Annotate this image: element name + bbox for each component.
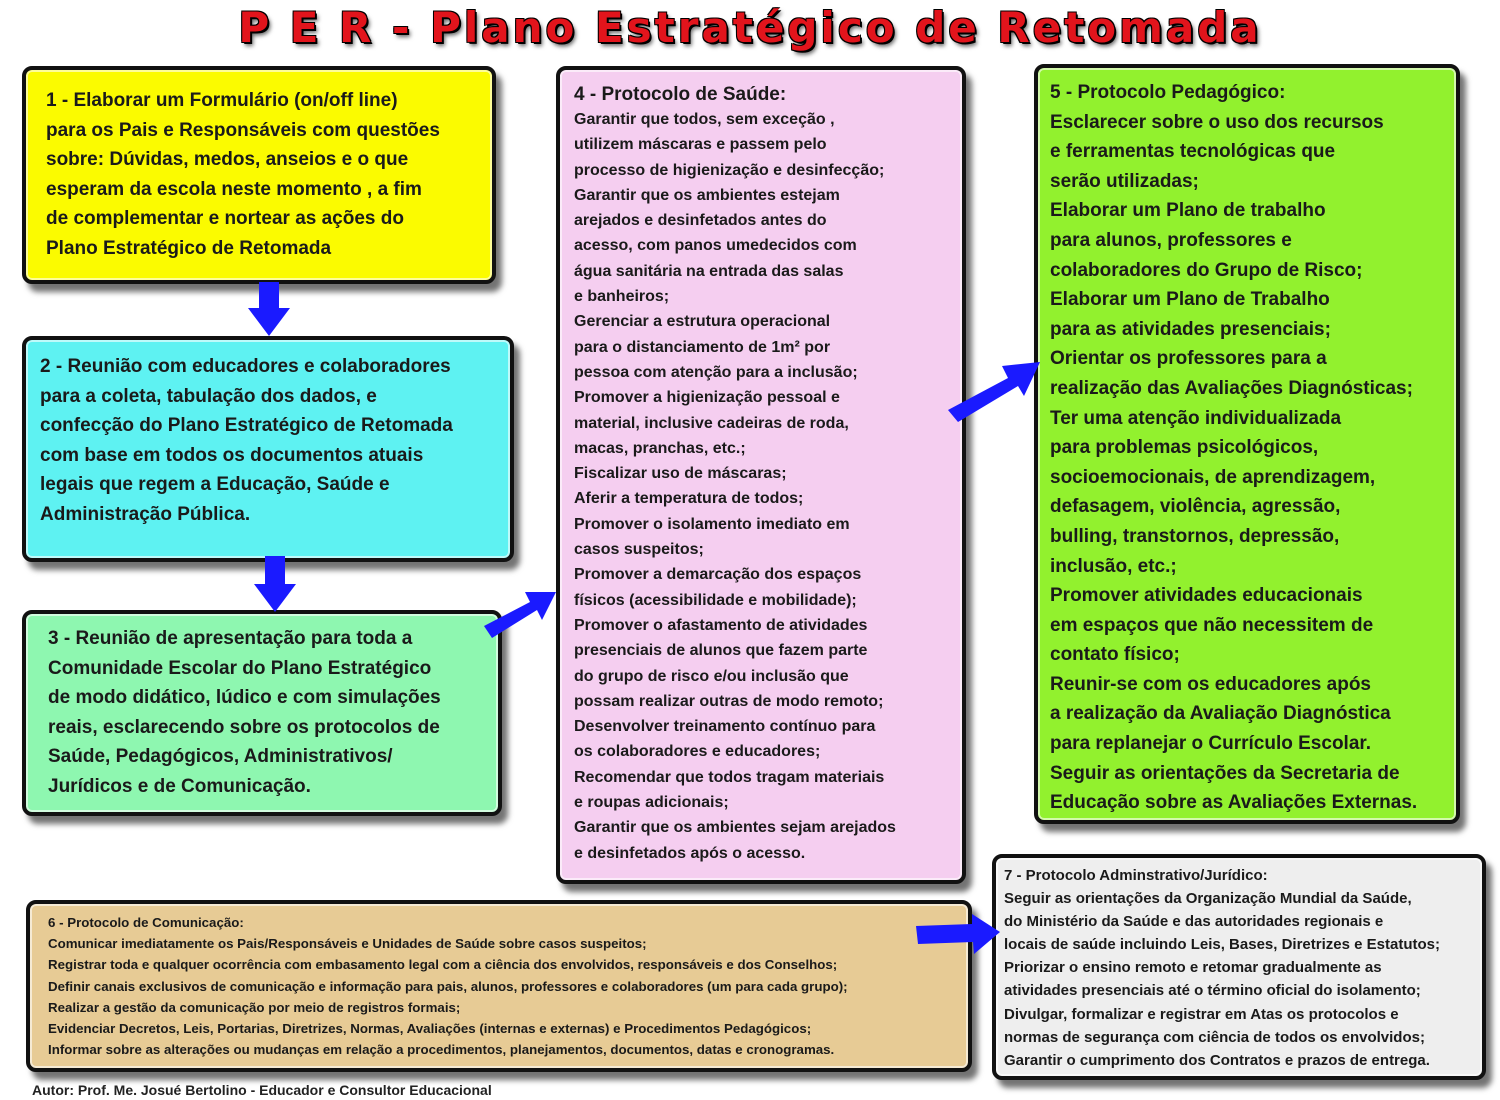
step-2-line: com base em todos os documentos atuais xyxy=(40,444,424,466)
right-arrow-icon xyxy=(916,914,1000,954)
health-protocol-box xyxy=(556,66,966,884)
protocol-line: e ferramentas tecnológicas que xyxy=(1050,141,1336,163)
pedagogical-protocol-box xyxy=(1034,64,1460,824)
step-2-line: legais que regem a Educação, Saúde e xyxy=(40,474,390,496)
step-1-line: sobre: Dúvidas, medos, anseios e o que xyxy=(46,149,409,171)
protocol-line: Comunicar imediatamente os Pais/Responsáveis e Unidades de Saúde sobre casos suspeitos; xyxy=(48,936,647,952)
step-3-line: de modo didático, lúdico e com simulações xyxy=(48,687,441,709)
protocol-line: Promover o isolamento imediato em xyxy=(574,515,850,533)
protocol-line: inclusão, etc.; xyxy=(1050,555,1177,577)
protocol-line: Aferir a temperatura de todos; xyxy=(574,490,804,508)
protocol-line: bulling, transtornos, depressão, xyxy=(1050,525,1340,547)
step-1-line: esperam da escola neste momento , a fim xyxy=(46,178,422,200)
protocol-line: Ter uma atenção individualizada xyxy=(1050,407,1342,429)
protocol-line: Garantir que todos, sem exceção , xyxy=(574,111,835,128)
protocol-line: normas de segurança com ciência de todos os envolvidos; xyxy=(1004,1028,1425,1046)
page-title: P E R - Plano Estratégico de Retomada xyxy=(238,3,1262,52)
protocol-line: Reunir-se com os educadores após xyxy=(1050,673,1371,695)
protocol-line: contato físico; xyxy=(1050,644,1180,666)
step-2-line: para a coleta, tabulação dos dados, e xyxy=(40,385,377,407)
diagonal-arrow-icon xyxy=(946,358,1042,428)
step-2-line: confecção do Plano Estratégico de Retomada xyxy=(40,415,453,437)
protocol-line: para replanejar o Currículo Escolar. xyxy=(1050,733,1372,755)
protocol-line: os colaboradores e educadores; xyxy=(574,743,821,761)
step-3-line: reais, esclarecendo sobre os protocolos de xyxy=(48,716,440,738)
protocol-line: Promover atividades educacionais xyxy=(1050,585,1363,607)
health-protocol-lines xyxy=(574,107,962,866)
protocol-line: defasagem, violência, agressão, xyxy=(1050,496,1341,518)
step-2-line: Administração Pública. xyxy=(40,503,251,525)
protocol-line: para problemas psicológicos, xyxy=(1050,437,1319,459)
protocol-line: Registrar toda e qualquer ocorrência com embasamento legal com a ciência dos envolvidos, responsáveis e dos Conselhos; xyxy=(48,957,838,973)
step-3-line: 3 - Reunião de apresentação para toda a xyxy=(48,628,413,649)
down-arrow-icon xyxy=(248,282,290,336)
protocol-line: para alunos, professores e xyxy=(1050,229,1292,251)
protocol-line: Esclarecer sobre o uso dos recursos xyxy=(1050,111,1384,133)
protocol-line: locais de saúde incluindo Leis, Bases, Diretrizes e Estatutos; xyxy=(1004,936,1440,954)
protocol-line: Educação sobre as Avaliações Externas. xyxy=(1050,792,1418,814)
protocol-line: processo de higienização e desinfecção; xyxy=(574,161,885,179)
legal-protocol-box xyxy=(992,854,1486,1080)
step-1-line: para os Pais e Responsáveis com questões xyxy=(46,119,440,141)
protocol-line: Orientar os professores para a xyxy=(1050,348,1327,370)
protocol-line: Desenvolver treinamento contínuo para xyxy=(574,718,876,736)
protocol-line: casos suspeitos; xyxy=(574,541,704,559)
protocol-line: possam realizar outras de modo remoto; xyxy=(574,692,884,710)
down-arrow-icon xyxy=(254,556,296,612)
protocol-line: Seguir as orientações da Secretaria de xyxy=(1050,762,1400,784)
protocol-line: físicos (acessibilidade e mobilidade); xyxy=(574,591,857,609)
protocol-line: colaboradores do Grupo de Risco; xyxy=(1050,259,1363,281)
diagonal-arrow-icon xyxy=(482,588,558,640)
protocol-line: material, inclusive cadeiras de roda, xyxy=(574,414,849,432)
protocol-line: e banheiros; xyxy=(574,288,670,306)
protocol-line: Divulgar, formalizar e registrar em Atas os protocolos e xyxy=(1004,1005,1399,1023)
legal-protocol-lines xyxy=(1004,887,1482,1072)
protocol-line: atividades presenciais até o término oficial do isolamento; xyxy=(1004,982,1421,1000)
protocol-line: água sanitária na entrada das salas xyxy=(574,262,844,280)
protocol-line: em espaços que não necessitem de xyxy=(1050,614,1374,636)
step-1-line: Plano Estratégico de Retomada xyxy=(46,237,332,259)
protocol-line: Informar sobre as alterações ou mudanças em relação a procedimentos, planejamentos, documentos, datas e cronogramas. xyxy=(48,1042,835,1058)
protocol-line: Realizar a gestão da comunicação por meio de registros formais; xyxy=(48,999,461,1015)
pedagogical-protocol-lines xyxy=(1050,108,1456,818)
protocol-line: e roupas adicionais; xyxy=(574,794,729,812)
legal-protocol-heading: 7 - Protocolo Adminstrativo/Jurídico: xyxy=(1004,867,1268,884)
step-2-line: 2 - Reunião com educadores e colaboradores xyxy=(40,356,451,377)
communication-protocol-heading: 6 - Protocolo de Comunicação: xyxy=(48,915,244,930)
protocol-line: Promover o afastamento de atividades xyxy=(574,616,868,634)
step-3-line: Jurídicos e de Comunicação. xyxy=(48,775,311,797)
protocol-line: Garantir o cumprimento dos Contratos e prazos de entrega. xyxy=(1004,1051,1430,1069)
protocol-line: Evidenciar Decretos, Leis, Portarias, Diretrizes, Normas, Avaliações (internas e externas) e Procedimentos Pedagógicos; xyxy=(48,1021,812,1037)
protocol-line: Recomendar que todos tragam materiais xyxy=(574,768,885,786)
protocol-line: acesso, com panos umedecidos com xyxy=(574,237,857,255)
step-1-box xyxy=(22,66,496,284)
protocol-line: Gerenciar a estrutura operacional xyxy=(574,313,831,331)
protocol-line: pessoa com atenção para a inclusão; xyxy=(574,363,858,381)
step-1-line: de complementar e nortear as ações do xyxy=(46,208,404,230)
protocol-line: realização das Avaliações Diagnósticas; xyxy=(1050,377,1413,399)
protocol-line: para as atividades presenciais; xyxy=(1050,318,1331,340)
protocol-line: do Ministério da Saúde e das autoridades regionais e xyxy=(1004,913,1384,931)
protocol-line: Fiscalizar uso de máscaras; xyxy=(574,465,787,483)
protocol-line: para o distanciamento de 1m² por xyxy=(574,338,831,356)
protocol-line: presenciais de alunos que fazem parte xyxy=(574,642,868,660)
protocol-line: a realização da Avaliação Diagnóstica xyxy=(1050,703,1391,725)
protocol-line: e desinfetados após o acesso. xyxy=(574,844,806,862)
step-3-line: Comunidade Escolar do Plano Estratégico xyxy=(48,657,432,679)
protocol-line: do grupo de risco e/ou inclusão que xyxy=(574,667,849,685)
protocol-line: Promover a higienização pessoal e xyxy=(574,389,840,407)
protocol-line: Elaborar um Plano de Trabalho xyxy=(1050,289,1330,311)
communication-protocol-box xyxy=(26,900,972,1072)
protocol-line: socioemocionais, de aprendizagem, xyxy=(1050,466,1376,488)
protocol-line: serão utilizadas; xyxy=(1050,170,1199,192)
protocol-line: Seguir as orientações da Organização Mundial da Saúde, xyxy=(1004,890,1412,908)
protocol-line: arejados e desinfetados antes do xyxy=(574,212,827,230)
protocol-line: Elaborar um Plano de trabalho xyxy=(1050,200,1326,222)
protocol-line: Definir canais exclusivos de comunicação e informação para pais, alunos, professores e colaboradores (um para cada grupo); xyxy=(48,978,848,994)
protocol-line: Garantir que os ambientes estejam xyxy=(574,186,840,204)
protocol-line: utilizem máscaras e passem pelo xyxy=(574,136,827,154)
protocol-line: macas, pranchas, etc.; xyxy=(574,439,746,457)
step-3-box xyxy=(22,610,502,816)
step-3-line: Saúde, Pedagógicos, Administrativos/ xyxy=(48,746,393,768)
pedagogical-protocol-heading: 5 - Protocolo Pedagógico: xyxy=(1050,82,1286,103)
communication-protocol-lines xyxy=(48,933,968,1060)
protocol-line: Garantir que os ambientes sejam arejados xyxy=(574,819,896,837)
protocol-line: Priorizar o ensino remoto e retomar gradualmente as xyxy=(1004,959,1382,977)
protocol-line: Promover a demarcação dos espaços xyxy=(574,566,862,584)
step-2-box xyxy=(22,336,514,562)
health-protocol-heading: 4 - Protocolo de Saúde: xyxy=(574,84,787,105)
step-1-line: 1 - Elaborar um Formulário (on/off line) xyxy=(46,90,398,111)
author-credit: Autor: Prof. Me. Josué Bertolino - Educador e Consultor Educacional xyxy=(32,1082,492,1098)
